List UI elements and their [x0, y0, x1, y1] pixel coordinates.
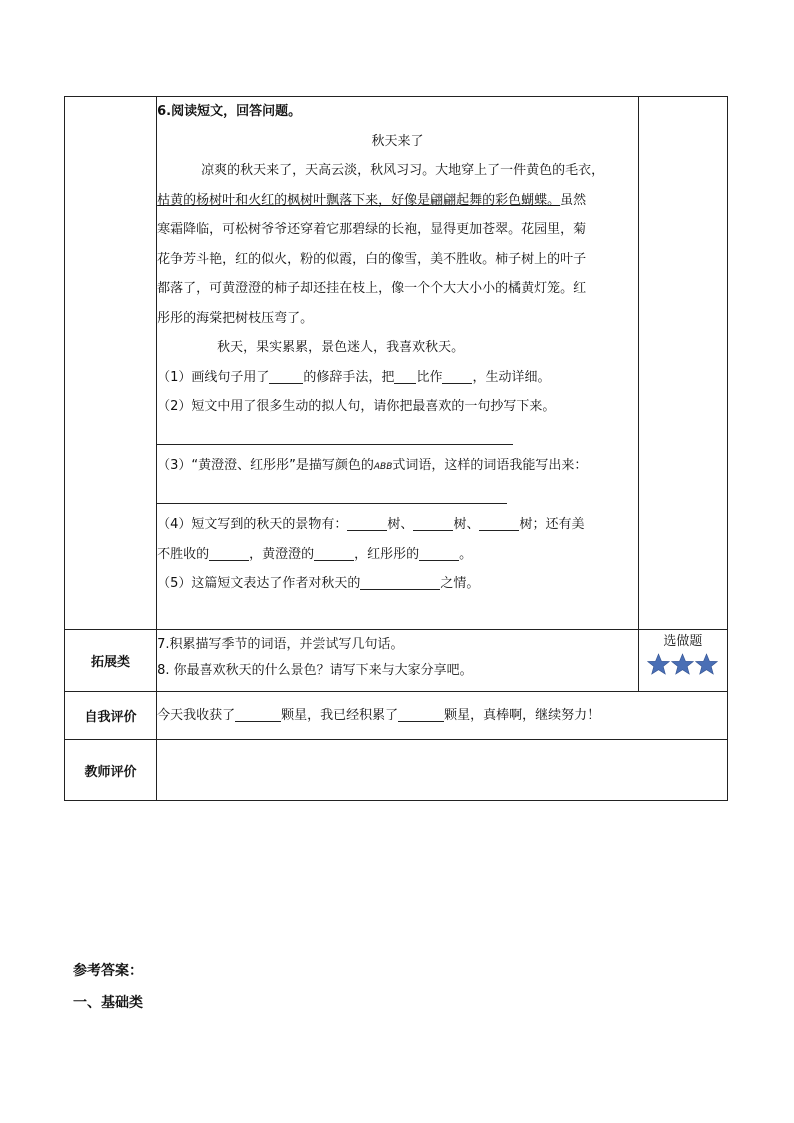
self-eval-text: 今天我收获了 颗星，我已经积累了 颗星，真棒啊，继续努力！ — [157, 707, 601, 723]
passage-line: 花争芳斗艳，红的似火，粉的似霞，白的像雪，美不胜收。柿子树上的叶子 — [157, 251, 587, 267]
self-eval-row — [65, 692, 728, 740]
sub-question-4: （4）短文写到的秋天的景物有： 树、 树、 树；还有美 — [157, 517, 585, 532]
passage-line: 枯黄的杨树叶和火红的枫树叶飘落下来，好像是翩翩起舞的彩色蝴蝶。虽然 — [157, 192, 587, 208]
teacher-eval-content[interactable] — [157, 740, 728, 801]
answer-blank[interactable] — [398, 707, 444, 722]
self-eval-label: 自我评价 — [65, 692, 157, 740]
q6-heading: 6.阅读短文，回答问题。 — [157, 104, 302, 119]
answer-blank[interactable] — [479, 516, 519, 531]
reading-content — [157, 97, 639, 630]
answer-blank[interactable] — [235, 707, 281, 722]
passage-title: 秋天来了 — [371, 133, 424, 149]
answer-blank[interactable] — [394, 369, 416, 384]
passage-line: 彤彤的海棠把树枝压弯了。 — [157, 310, 314, 326]
underlined-sentence: 枯黄的杨树叶和火红的枫树叶飘落下来，好像是翩翩起舞的彩色蝴蝶。 — [157, 192, 561, 208]
star-icon — [695, 653, 718, 676]
answers-section-1: 一、基础类 — [73, 995, 143, 1011]
optional-cell — [638, 630, 727, 692]
star-icon — [671, 653, 694, 676]
answer-blank[interactable] — [360, 575, 440, 590]
self-eval-content — [157, 692, 728, 740]
sub-question-5: （5）这篇短文表达了作者对秋天的 之情。 — [157, 576, 480, 591]
expand-row — [65, 630, 728, 692]
reading-extra-cell — [638, 97, 727, 630]
answer-blank[interactable] — [413, 516, 453, 531]
answer-blank[interactable] — [269, 369, 303, 384]
reading-category-cell — [65, 97, 157, 630]
q7-text: 7.积累描写季节的词语，并尝试写几句话。 — [157, 637, 404, 652]
passage-line: 秋天，果实累累，景色迷人，我喜欢秋天。 — [217, 340, 465, 355]
answer-blank[interactable] — [419, 546, 459, 561]
answer-blank[interactable] — [314, 546, 354, 561]
passage-line: 凉爽的秋天来了，天高云淡，秋风习习。大地穿上了一件黄色的毛衣， — [201, 163, 605, 178]
sub-question-1: （1）画线句子用了 的修辞手法，把 比作 ，生动详细。 — [157, 369, 551, 385]
sub-question-2: （2）短文中用了很多生动的拟人句，请你把最喜欢的一句抄写下来。 — [157, 399, 556, 414]
q8-text: 8. 你最喜欢秋天的什么景色？请写下来与大家分享吧。 — [157, 663, 473, 678]
sub-question-3: （3）“黄澄澄、红彤彤”是描写颜色的ABB式词语，这样的词语我能写出来： — [157, 458, 588, 473]
answer-blank[interactable] — [347, 516, 387, 531]
answer-blank[interactable] — [209, 546, 249, 561]
teacher-eval-label: 教师评价 — [65, 740, 157, 801]
expand-label: 拓展类 — [65, 630, 157, 692]
optional-label: 选做题 — [663, 634, 703, 649]
teacher-eval-row — [65, 740, 728, 801]
star-rating — [639, 653, 727, 676]
passage-line: 都落了，可黄澄澄的柿子却还挂在枝上，像一个个大大小小的橘黄灯笼。红 — [157, 281, 587, 296]
worksheet-table — [64, 96, 728, 801]
passage-line: 寒霜降临，可松树爷爷还穿着它那碧绿的长袍，显得更加苍翠。花园里，菊 — [157, 222, 587, 237]
expand-content — [157, 630, 639, 692]
star-icon — [647, 653, 670, 676]
reading-row — [65, 97, 728, 630]
answers-heading: 参考答案： — [73, 963, 143, 979]
answer-blank[interactable] — [442, 369, 472, 384]
answer-line-2[interactable] — [157, 422, 638, 452]
sub-question-4-cont: 不胜收的 ，黄澄澄的 ，红彤彤的 。 — [157, 546, 473, 562]
answer-line-3[interactable] — [157, 481, 638, 511]
